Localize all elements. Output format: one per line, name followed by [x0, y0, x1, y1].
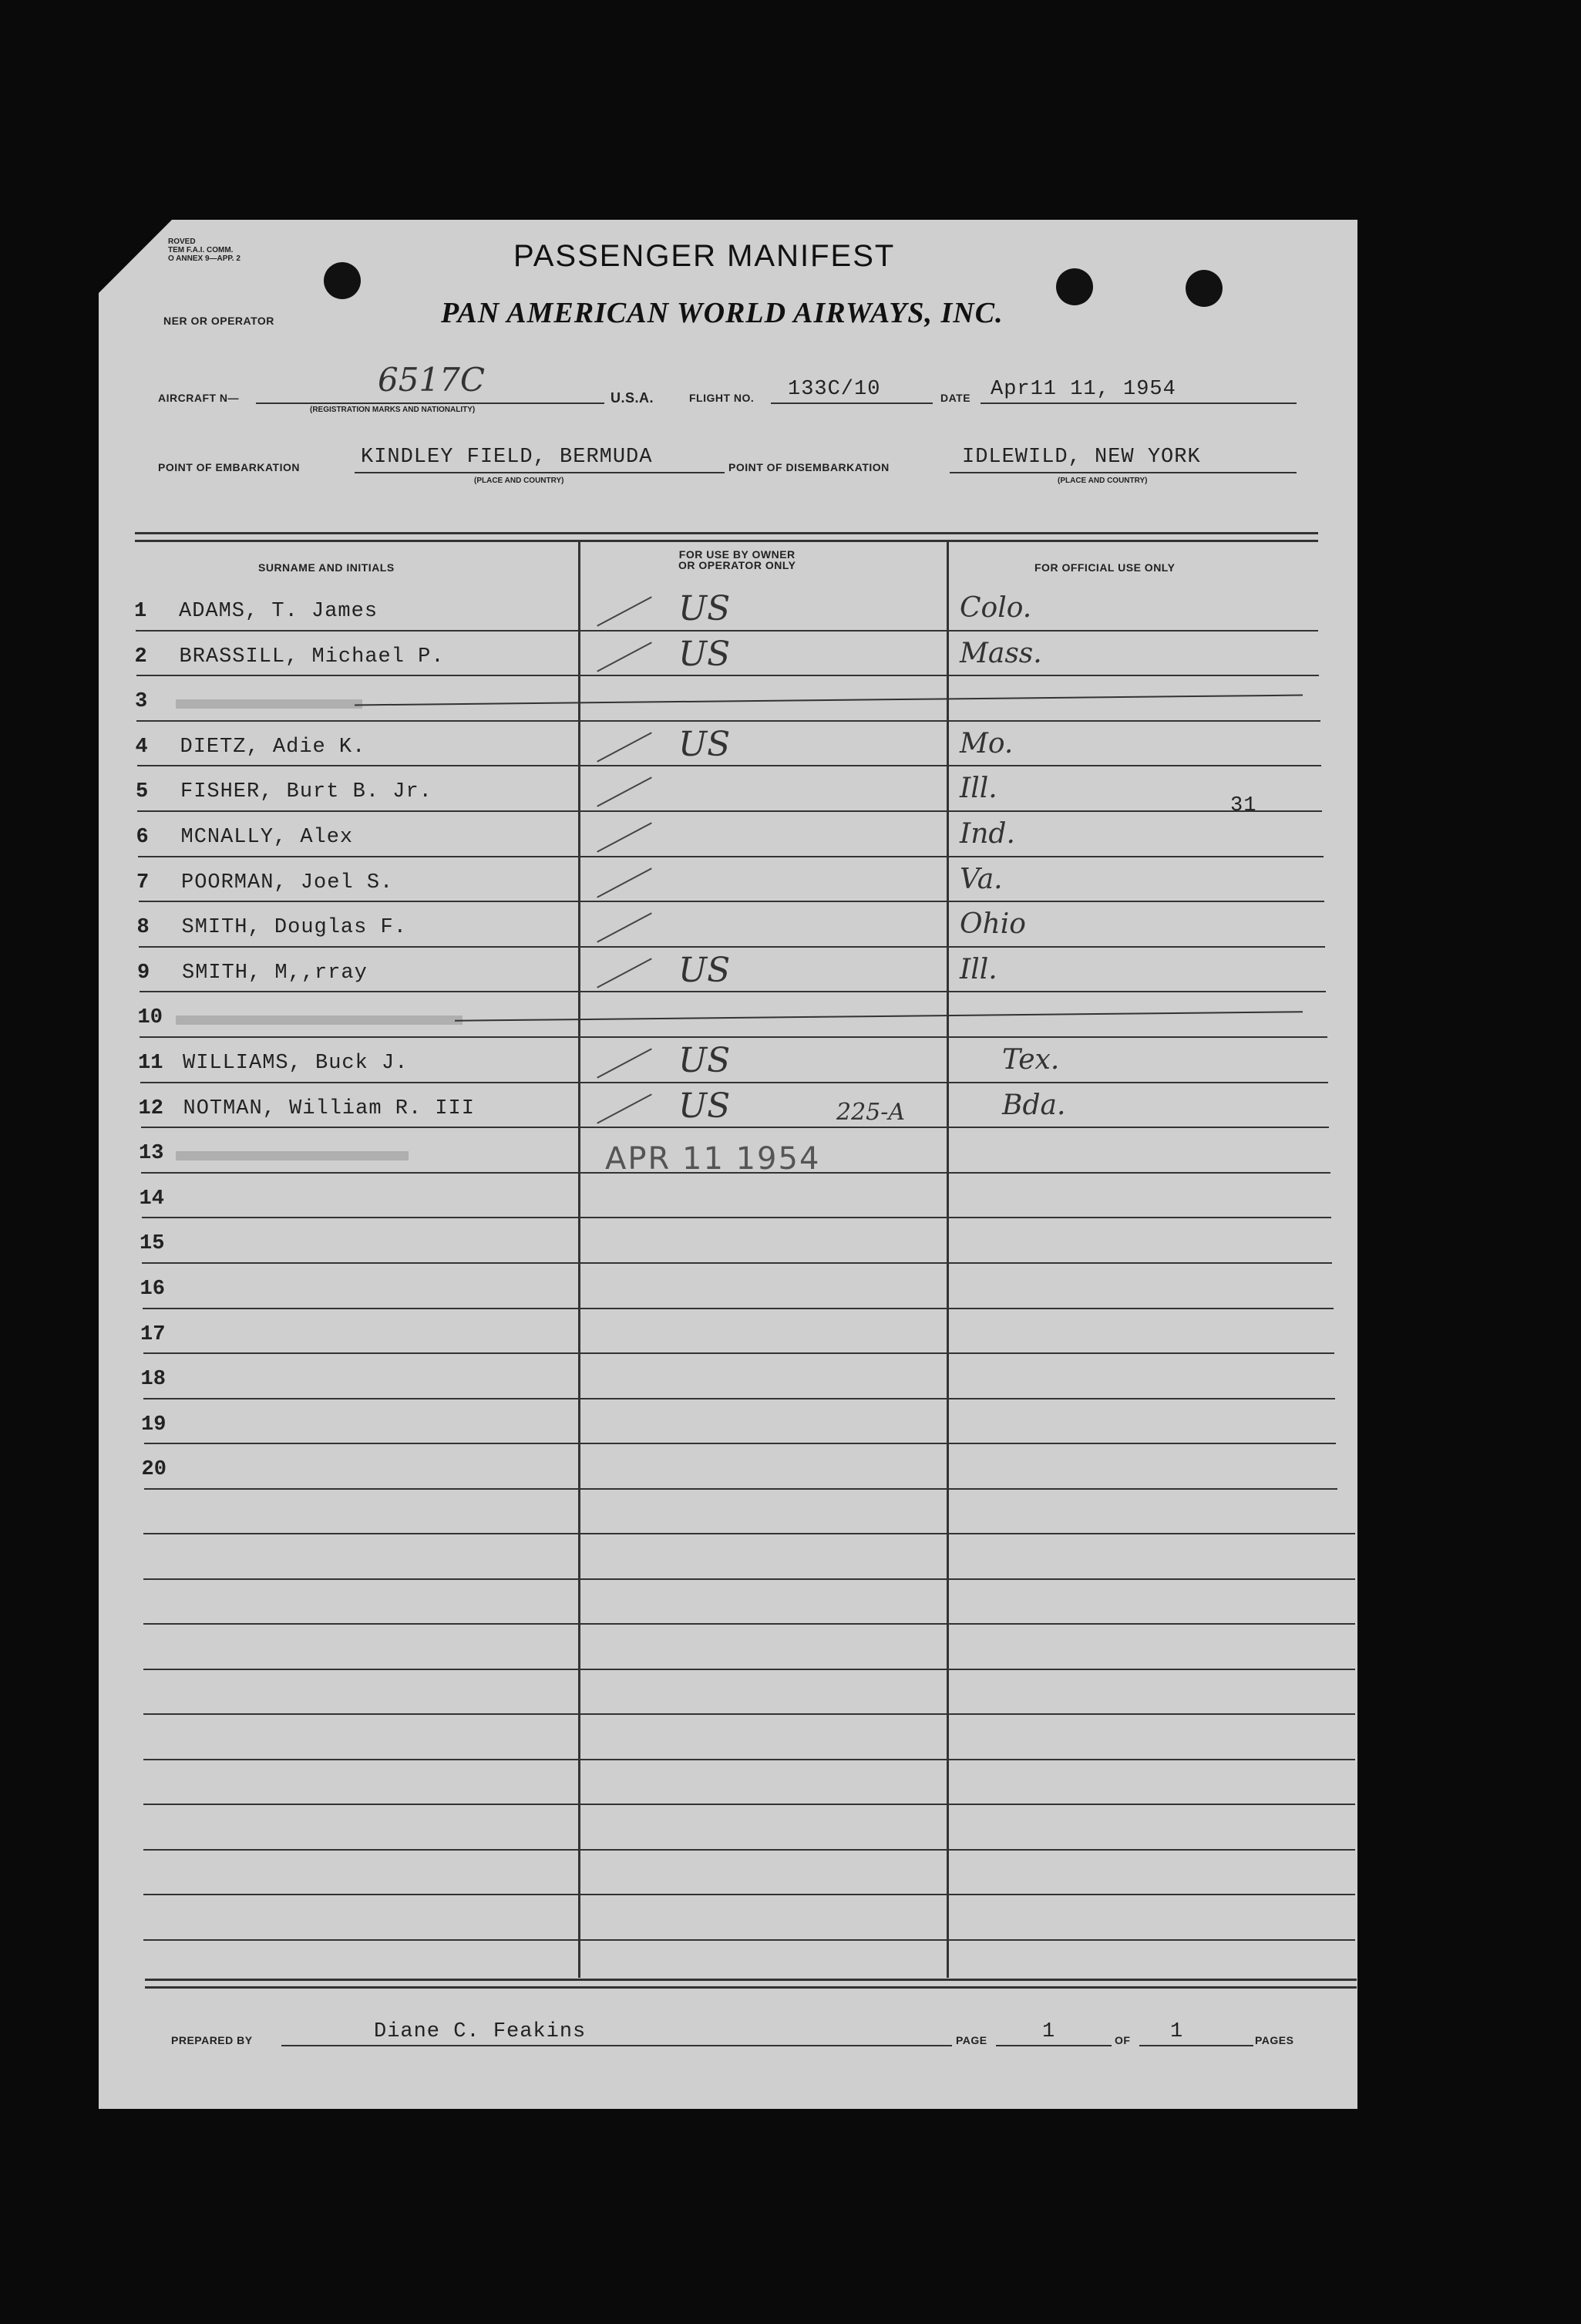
row-rule — [144, 1488, 1337, 1490]
total-pages: 1 — [1170, 2020, 1184, 2043]
row-number: 9 — [137, 961, 150, 985]
column-header-official-use: FOR OFFICIAL USE ONLY — [1034, 561, 1176, 574]
of-label: OF — [1115, 2034, 1131, 2046]
official-use-entry: Ill. — [960, 773, 997, 805]
row-number: 7 — [136, 871, 150, 894]
passenger-name: SMITH, M,,rray — [182, 961, 368, 985]
official-use-entry: Va. — [960, 863, 1003, 895]
table-top-rule — [135, 540, 1318, 542]
owner-use-entry: US — [678, 589, 731, 628]
passenger-name: NOTMAN, William R. III — [183, 1096, 475, 1120]
page-label: PAGE — [956, 2034, 987, 2046]
row-number: 11 — [138, 1052, 163, 1075]
official-use-entry: Colo. — [960, 592, 1032, 624]
row-rule — [143, 1308, 1334, 1309]
row-number: 12 — [138, 1096, 163, 1120]
owner-use-entry: US — [678, 634, 731, 674]
passenger-name: MCNALLY, Alex — [180, 826, 354, 849]
margin-number: 31 — [1230, 794, 1257, 817]
row-rule — [142, 1217, 1331, 1218]
aircraft-label: AIRCRAFT N— — [158, 392, 240, 404]
column-header-owner-use: FOR USE BY OWNER OR OPERATOR ONLY — [678, 548, 796, 571]
row-number: 13 — [139, 1142, 164, 1166]
row-number: 16 — [140, 1278, 165, 1301]
disembarkation-label: POINT OF DISEMBARKATION — [728, 461, 890, 473]
row-number: 20 — [141, 1458, 167, 1482]
date-label: DATE — [940, 392, 971, 404]
row-rule — [143, 1352, 1334, 1354]
page-underline — [996, 2045, 1112, 2046]
row-rule — [136, 720, 1320, 722]
flight-date: Apr11 11, 1954 — [991, 378, 1176, 401]
passenger-name: SMITH, Douglas F. — [181, 916, 407, 940]
prepared-by-label: PREPARED BY — [171, 2034, 253, 2046]
row-rule — [140, 1082, 1328, 1083]
official-use-entry: Ohio — [960, 908, 1026, 941]
column-header-surname: SURNAME AND INITIALS — [258, 561, 395, 574]
column-divider — [947, 540, 949, 1978]
table-top-rule — [135, 532, 1318, 534]
official-use-entry: Mo. — [960, 727, 1014, 760]
flight-number: 133C/10 — [788, 378, 881, 401]
pages-label: PAGES — [1255, 2034, 1294, 2046]
passenger-name: ADAMS, T. James — [179, 600, 378, 623]
row-rule — [139, 946, 1325, 948]
official-use-entry: Ind. — [960, 818, 1015, 850]
aircraft-underline — [256, 402, 604, 404]
row-rule — [136, 630, 1318, 632]
official-use-entry: Ill. — [960, 953, 997, 985]
row-number: 17 — [140, 1322, 166, 1346]
prepared-underline — [281, 2045, 952, 2046]
redacted-entry — [176, 1015, 463, 1025]
passenger-name: DIETZ, Adie K. — [180, 735, 366, 759]
row-rule — [136, 675, 1320, 676]
row-number: 10 — [137, 1006, 163, 1030]
owner-use-entry: US — [678, 1086, 731, 1126]
blank-rule — [143, 1894, 1355, 1895]
row-number: 3 — [135, 690, 148, 714]
owner-use-entry: US — [678, 950, 731, 990]
blank-rule — [143, 1759, 1355, 1760]
flight-label: FLIGHT NO. — [689, 392, 755, 404]
official-use-entry: Bda. — [1002, 1089, 1066, 1121]
row-number: 14 — [139, 1187, 164, 1211]
row-rule — [140, 1036, 1327, 1038]
blank-rule — [143, 1713, 1355, 1715]
airline-name: PAN AMERICAN WORLD AIRWAYS, INC. — [441, 297, 1004, 329]
blank-rule — [143, 1939, 1355, 1941]
row12-note: 225-A — [836, 1099, 906, 1126]
usa-label: U.S.A. — [611, 390, 654, 406]
page-number: 1 — [1042, 2020, 1056, 2043]
punch-hole — [324, 262, 361, 299]
page-title: PASSENGER MANIFEST — [513, 239, 896, 273]
punch-hole — [1186, 270, 1223, 307]
blank-rule — [143, 1849, 1355, 1851]
disembarkation-underline — [950, 472, 1297, 473]
row-number: 18 — [140, 1368, 166, 1392]
prepared-by-name: Diane C. Feakins — [374, 2020, 587, 2043]
redacted-entry — [176, 699, 362, 709]
disembarkation-place: IDLEWILD, NEW YORK — [962, 446, 1201, 469]
registration-note: (REGISTRATION MARKS AND NATIONALITY) — [310, 406, 476, 414]
blank-rule — [143, 1669, 1355, 1670]
row-number: 6 — [136, 826, 149, 849]
paper-torn-corner — [99, 220, 172, 293]
table-bottom-rule — [145, 1979, 1357, 1981]
passenger-name: FISHER, Burt B. Jr. — [180, 780, 432, 804]
row-rule — [138, 856, 1324, 857]
flight-underline — [771, 402, 933, 404]
official-use-entry: Mass. — [960, 637, 1042, 669]
place-note: (PLACE AND COUNTRY) — [474, 477, 564, 485]
row-rule — [137, 765, 1321, 766]
blank-rule — [143, 1578, 1355, 1580]
passenger-name: BRASSILL, Michael P. — [179, 645, 445, 669]
date-stamp: APR 11 1954 — [605, 1141, 821, 1177]
embarkation-underline — [355, 472, 725, 473]
date-underline — [981, 402, 1297, 404]
aircraft-number: 6517C — [378, 361, 486, 399]
row-number: 19 — [141, 1413, 167, 1437]
row-rule — [140, 991, 1327, 992]
approval-note: ROVED TEM F.A.I. COMM. O ANNEX 9—APP. 2 — [168, 237, 241, 263]
row-number: 8 — [136, 916, 150, 940]
of-underline — [1139, 2045, 1253, 2046]
blank-rule — [143, 1533, 1355, 1534]
row-rule — [143, 1398, 1335, 1399]
embarkation-label: POINT OF EMBARKATION — [158, 461, 300, 473]
table-bottom-rule — [145, 1986, 1357, 1989]
row-number: 15 — [140, 1232, 165, 1256]
row-rule — [144, 1443, 1337, 1444]
blank-rule — [143, 1804, 1355, 1805]
row-number: 2 — [134, 645, 147, 669]
row-rule — [139, 901, 1324, 902]
owner-use-entry: US — [678, 724, 731, 764]
column-divider — [578, 540, 580, 1978]
blank-rule — [143, 1623, 1355, 1625]
embarkation-place: KINDLEY FIELD, BERMUDA — [361, 446, 653, 469]
owner-operator-label: NER OR OPERATOR — [163, 315, 274, 327]
punch-hole — [1056, 268, 1093, 305]
owner-use-entry: US — [678, 1041, 731, 1080]
redacted-entry — [176, 1151, 409, 1160]
row-rule — [141, 1127, 1330, 1128]
place-note: (PLACE AND COUNTRY) — [1058, 477, 1148, 485]
row-number: 4 — [135, 735, 148, 759]
row-rule — [142, 1262, 1332, 1264]
passenger-name: POORMAN, Joel S. — [181, 871, 394, 894]
row-number: 1 — [134, 600, 147, 623]
official-use-entry: Tex. — [1002, 1044, 1060, 1076]
row-number: 5 — [136, 780, 149, 804]
row-rule — [137, 810, 1322, 812]
passenger-name: WILLIAMS, Buck J. — [183, 1052, 409, 1075]
